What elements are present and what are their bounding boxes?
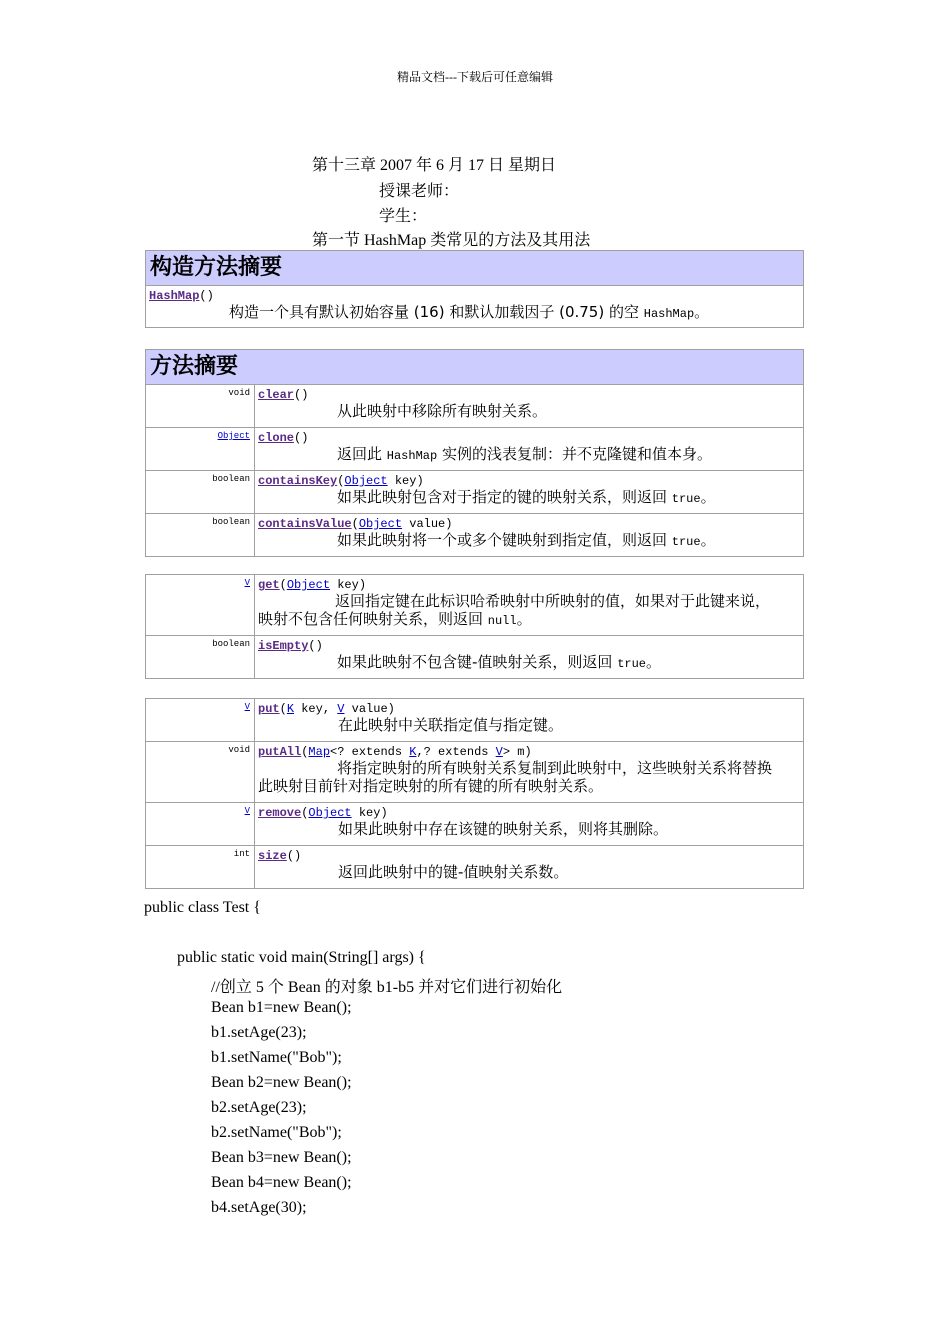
- method-cell: remove(Object key) 如果此映射中存在该键的映射关系，则将其删除。: [255, 803, 804, 846]
- method-description: 从此映射中移除所有映射关系。: [337, 402, 548, 420]
- method-get-link[interactable]: get: [258, 578, 280, 592]
- code-line: b4.setAge(30);: [211, 1199, 307, 1216]
- method-cell: size() 返回此映射中的键-值映射关系数。: [255, 846, 804, 889]
- type-v-link[interactable]: V: [244, 806, 250, 816]
- method-putall-link[interactable]: putAll: [258, 745, 302, 759]
- method-description: 如果此映射中存在该键的映射关系，则将其删除。: [338, 820, 669, 838]
- return-type: int: [146, 846, 255, 889]
- table-row: [146, 699, 804, 742]
- method-cell: clear() 从此映射中移除所有映射关系。: [255, 385, 804, 428]
- code-line: b2.setName("Bob");: [211, 1124, 342, 1141]
- student-label: 学生：: [379, 208, 428, 225]
- method-summary-table-2: [145, 574, 804, 679]
- table-row: [146, 575, 804, 636]
- return-type: void: [146, 742, 255, 803]
- method-cell: containsValue(Object value) 如果此映射将一个或多个键映射到指定值，则返回 true。: [255, 514, 804, 557]
- param-object-link[interactable]: Object: [344, 474, 388, 488]
- method-description: 将指定映射的所有映射关系复制到此映射中，这些映射关系将替换 此映射目前针对指定映射的所有键的所有映射关系。: [258, 759, 773, 795]
- method-remove-link[interactable]: remove: [258, 806, 302, 820]
- teacher-label: 授课老师：: [379, 183, 460, 200]
- code-line: Bean b3=new Bean();: [211, 1149, 352, 1166]
- method-description: 返回此 HashMap 实例的浅表复制：并不克隆键和值本身。: [337, 445, 712, 463]
- method-summary-table: [145, 349, 804, 557]
- table-row: [146, 471, 804, 514]
- table-row: [146, 636, 804, 679]
- method-description: 如果此映射包含对于指定的键的映射关系，则返回 true。: [337, 488, 716, 506]
- method-description: 返回指定键在此标识哈希映射中所映射的值，如果对于此键来说， 映射不包含任何映射关系，则返回 null。: [258, 592, 771, 628]
- header-note: 精品文档---下载后可任意编辑: [397, 70, 553, 84]
- method-isempty-link[interactable]: isEmpty: [258, 639, 309, 653]
- code-line: b1.setAge(23);: [211, 1024, 307, 1041]
- method-put-link[interactable]: put: [258, 702, 280, 716]
- return-type: boolean: [146, 514, 255, 557]
- method-size-link[interactable]: size: [258, 849, 287, 863]
- return-type: boolean: [146, 636, 255, 679]
- chapter-title: 第十三章 2007 年 6 月 17 日 星期日: [312, 157, 557, 174]
- table-row: [146, 428, 804, 471]
- method-description: 如果此映射不包含键-值映射关系，则返回 true。: [337, 653, 662, 671]
- method-cell: put(K key, V value) 在此映射中关联指定值与指定键。: [255, 699, 804, 742]
- type-v-link[interactable]: V: [244, 702, 250, 712]
- return-type: boolean: [146, 471, 255, 514]
- method-summary-heading: 方法摘要: [146, 350, 804, 385]
- method-description: 在此映射中关联指定值与指定键。: [338, 716, 564, 734]
- method-cell: isEmpty() 如果此映射不包含键-值映射关系，则返回 true。: [255, 636, 804, 679]
- type-k-link[interactable]: K: [409, 745, 417, 759]
- type-v-link[interactable]: V: [495, 745, 503, 759]
- method-description: 如果此映射将一个或多个键映射到指定值，则返回 true。: [337, 531, 716, 549]
- table-row: [146, 385, 804, 428]
- type-object-link[interactable]: Object: [217, 431, 250, 441]
- type-k-link[interactable]: K: [286, 702, 295, 716]
- code-line: b2.setAge(23);: [211, 1099, 307, 1116]
- hashmap-constructor-link[interactable]: HashMap: [149, 289, 200, 303]
- method-cell: containsKey(Object key) 如果此映射包含对于指定的键的映射关系，则返回 true。: [255, 471, 804, 514]
- table-row: [146, 514, 804, 557]
- table-row: [146, 846, 804, 889]
- constructor-summary-table: [145, 250, 804, 328]
- param-object-link[interactable]: Object: [308, 806, 352, 820]
- method-containsvalue-link[interactable]: containsValue: [258, 517, 352, 531]
- code-line: public class Test {: [144, 899, 261, 916]
- method-summary-table-3: [145, 698, 804, 889]
- code-line: Bean b4=new Bean();: [211, 1174, 352, 1191]
- type-map-link[interactable]: Map: [308, 745, 331, 759]
- param-object-link[interactable]: Object: [286, 578, 331, 592]
- param-object-link[interactable]: Object: [358, 517, 403, 531]
- table-row: [146, 742, 804, 803]
- code-line: Bean b2=new Bean();: [211, 1074, 352, 1091]
- code-line: public static void main(String[] args) {: [177, 949, 426, 966]
- constructor-summary-heading: 构造方法摘要: [146, 251, 804, 286]
- method-clone-link[interactable]: clone: [258, 431, 295, 445]
- method-cell: putAll(Map<? extends K,? extends V> m) 将指定映射的所有映射关系复制到此映射中，这些映射关系将替换 此映射目前针对指定映射的所有键的所有映射关系。: [255, 742, 804, 803]
- table-row: [146, 803, 804, 846]
- code-comment: //创立 5 个 Bean 的对象 b1-b5 并对它们进行初始化: [211, 979, 563, 996]
- type-v-link[interactable]: V: [244, 578, 250, 588]
- type-v-link[interactable]: V: [337, 702, 345, 716]
- method-description: 返回此映射中的键-值映射关系数。: [338, 863, 569, 881]
- method-cell: clone() 返回此 HashMap 实例的浅表复制：并不克隆键和值本身。: [255, 428, 804, 471]
- constructor-description: 构造一个具有默认初始容量 (16) 和默认加载因子 (0.75) 的空 HashMap。: [229, 303, 710, 321]
- method-containskey-link[interactable]: containsKey: [258, 474, 338, 488]
- method-cell: get(Object key) 返回指定键在此标识哈希映射中所映射的值，如果对于此键来说， 映射不包含任何映射关系，则返回 null。: [255, 575, 804, 636]
- code-line: b1.setName("Bob");: [211, 1049, 342, 1066]
- constructor-row: HashMap() 构造一个具有默认初始容量 (16) 和默认加载因子 (0.75) 的空 HashMap。: [146, 286, 804, 328]
- code-line: Bean b1=new Bean();: [211, 999, 352, 1016]
- method-clear-link[interactable]: clear: [258, 388, 295, 402]
- return-type: void: [146, 385, 255, 428]
- section-title: 第一节 HashMap 类常见的方法及其用法: [312, 232, 591, 249]
